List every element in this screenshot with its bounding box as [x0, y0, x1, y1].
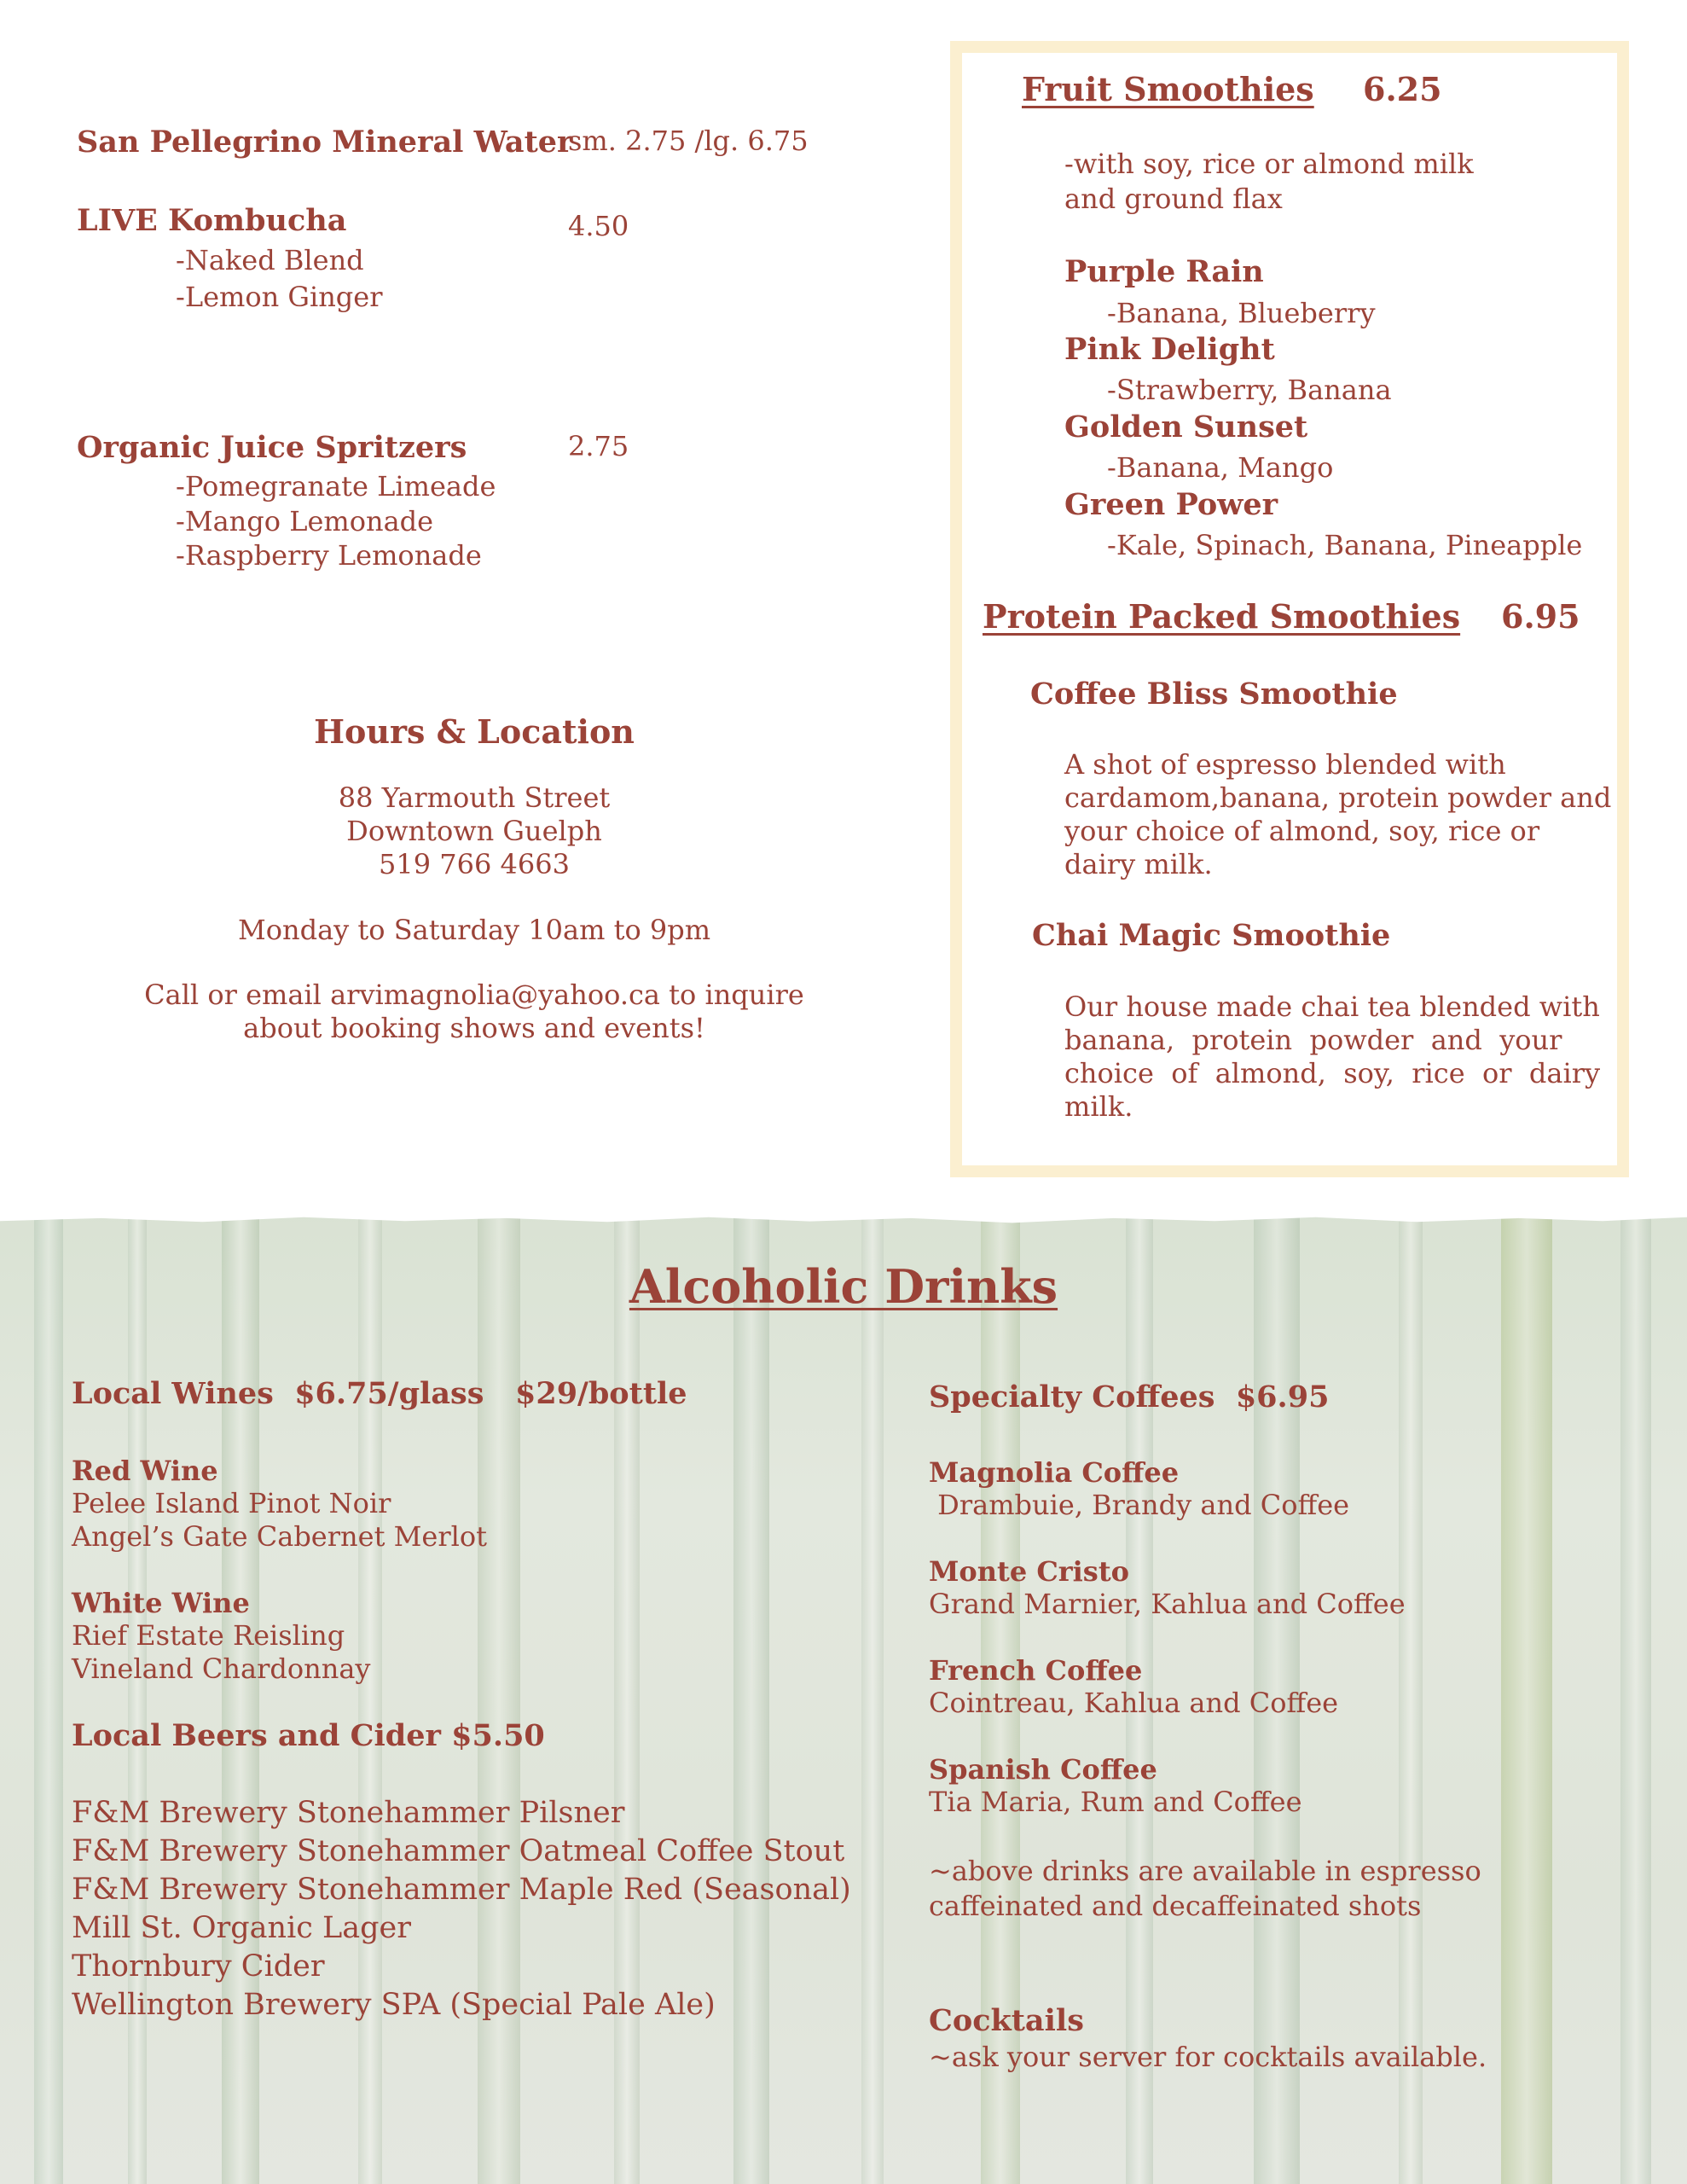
pellegrino-name: San Pellegrino Mineral Water: [77, 125, 573, 160]
red-wine-header: Red Wine: [72, 1455, 218, 1487]
coffee-desc: Drambuie, Brandy and Coffee: [929, 1489, 1350, 1521]
chai-magic-name: Chai Magic Smoothie: [1032, 918, 1391, 953]
chai-magic-desc: banana, protein powder and your: [1064, 1024, 1562, 1056]
coffee-desc: Cointreau, Kahlua and Coffee: [929, 1687, 1339, 1719]
fruit-smoothies-note: and ground flax: [1064, 183, 1283, 215]
cocktails-header: Cocktails: [929, 2003, 1084, 2038]
alcoholic-drinks-title: Alcoholic Drinks: [629, 1259, 1058, 1314]
smoothie-name: Green Power: [1064, 487, 1278, 522]
coffee-name: French Coffee: [929, 1654, 1143, 1687]
coffee-bliss-desc: cardamom,banana, protein powder and: [1064, 781, 1612, 814]
smoothie-desc: -Strawberry, Banana: [1107, 374, 1392, 406]
contact-line: about booking shows and events!: [243, 1012, 705, 1044]
beer-item: F&M Brewery Stonehammer Oatmeal Coffee Stout: [72, 1834, 845, 1868]
coffee-bliss-desc: your choice of almond, soy, rice or: [1064, 815, 1540, 847]
protein-smoothies-price: 6.95: [1501, 597, 1580, 636]
chai-magic-desc: Our house made chai tea blended with: [1064, 990, 1600, 1023]
coffee-bliss-desc: dairy milk.: [1064, 848, 1213, 880]
espresso-note: caffeinated and decaffeinated shots: [929, 1890, 1422, 1922]
fruit-smoothies-price: 6.25: [1363, 70, 1442, 108]
coffee-desc: Grand Marnier, Kahlua and Coffee: [929, 1588, 1406, 1620]
spritzer-flavor: -Mango Lemonade: [176, 505, 434, 537]
phone-number: 519 766 4663: [379, 848, 570, 880]
spritzers-price: 2.75: [568, 430, 629, 462]
spritzers-name: Organic Juice Spritzers: [77, 430, 467, 465]
coffee-name: Magnolia Coffee: [929, 1456, 1180, 1489]
address-line: Downtown Guelph: [346, 815, 602, 847]
chai-magic-desc: choice of almond, soy, rice or dairy: [1064, 1057, 1601, 1089]
kombucha-price: 4.50: [568, 210, 629, 242]
coffee-bliss-name: Coffee Bliss Smoothie: [1030, 677, 1398, 712]
specialty-coffees-header: Specialty Coffees $6.95: [929, 1380, 1330, 1414]
wine-item: Vineland Chardonnay: [72, 1653, 371, 1685]
spritzer-flavor: -Raspberry Lemonade: [176, 539, 482, 572]
beer-item: Wellington Brewery SPA (Special Pale Ale): [72, 1988, 716, 2022]
fruit-smoothies-title: Fruit Smoothies: [1022, 70, 1314, 108]
wine-item: Rief Estate Reisling: [72, 1619, 345, 1652]
spritzer-flavor: -Pomegranate Limeade: [176, 470, 496, 502]
local-wines-header: Local Wines $6.75/glass $29/bottle: [72, 1376, 687, 1411]
coffee-desc: Tia Maria, Rum and Coffee: [929, 1786, 1302, 1818]
beer-item: F&M Brewery Stonehammer Pilsner: [72, 1796, 625, 1830]
address-line: 88 Yarmouth Street: [338, 781, 611, 814]
opening-hours: Monday to Saturday 10am to 9pm: [237, 914, 711, 946]
coffee-name: Monte Cristo: [929, 1555, 1129, 1588]
smoothie-name: Purple Rain: [1064, 254, 1264, 289]
pellegrino-price: sm. 2.75 /lg. 6.75: [568, 125, 809, 157]
beer-item: Mill St. Organic Lager: [72, 1911, 411, 1945]
smoothie-desc: -Banana, Blueberry: [1107, 297, 1376, 329]
fruit-smoothies-note: -with soy, rice or almond milk: [1064, 148, 1474, 180]
coffee-bliss-desc: A shot of espresso blended with: [1064, 748, 1506, 781]
beer-item: Thornbury Cider: [72, 1949, 325, 1984]
smoothie-desc: -Banana, Mango: [1107, 451, 1334, 484]
wine-item: Angel’s Gate Cabernet Merlot: [72, 1520, 487, 1553]
contact-line: Call or email arvimagnolia@yahoo.ca to inquire: [144, 979, 804, 1011]
protein-smoothies-title: Protein Packed Smoothies: [983, 597, 1461, 636]
cocktails-note: ~ask your server for cocktails available.: [929, 2041, 1487, 2073]
wine-item: Pelee Island Pinot Noir: [72, 1487, 391, 1519]
coffee-name: Spanish Coffee: [929, 1753, 1157, 1786]
espresso-note: ~above drinks are available in espresso: [929, 1855, 1481, 1887]
white-wine-header: White Wine: [72, 1587, 250, 1619]
kombucha-flavor: -Lemon Ginger: [176, 281, 383, 313]
beer-item: F&M Brewery Stonehammer Maple Red (Seasonal): [72, 1873, 851, 1907]
chai-magic-desc: milk.: [1064, 1090, 1133, 1123]
local-beers-header: Local Beers and Cider $5.50: [72, 1718, 545, 1753]
kombucha-flavor: -Naked Blend: [176, 244, 364, 276]
hours-title: Hours & Location: [314, 712, 635, 751]
smoothie-name: Golden Sunset: [1064, 410, 1308, 444]
kombucha-name: LIVE Kombucha: [77, 203, 347, 238]
smoothie-name: Pink Delight: [1064, 332, 1275, 367]
smoothie-desc: -Kale, Spinach, Banana, Pineapple: [1107, 529, 1583, 561]
